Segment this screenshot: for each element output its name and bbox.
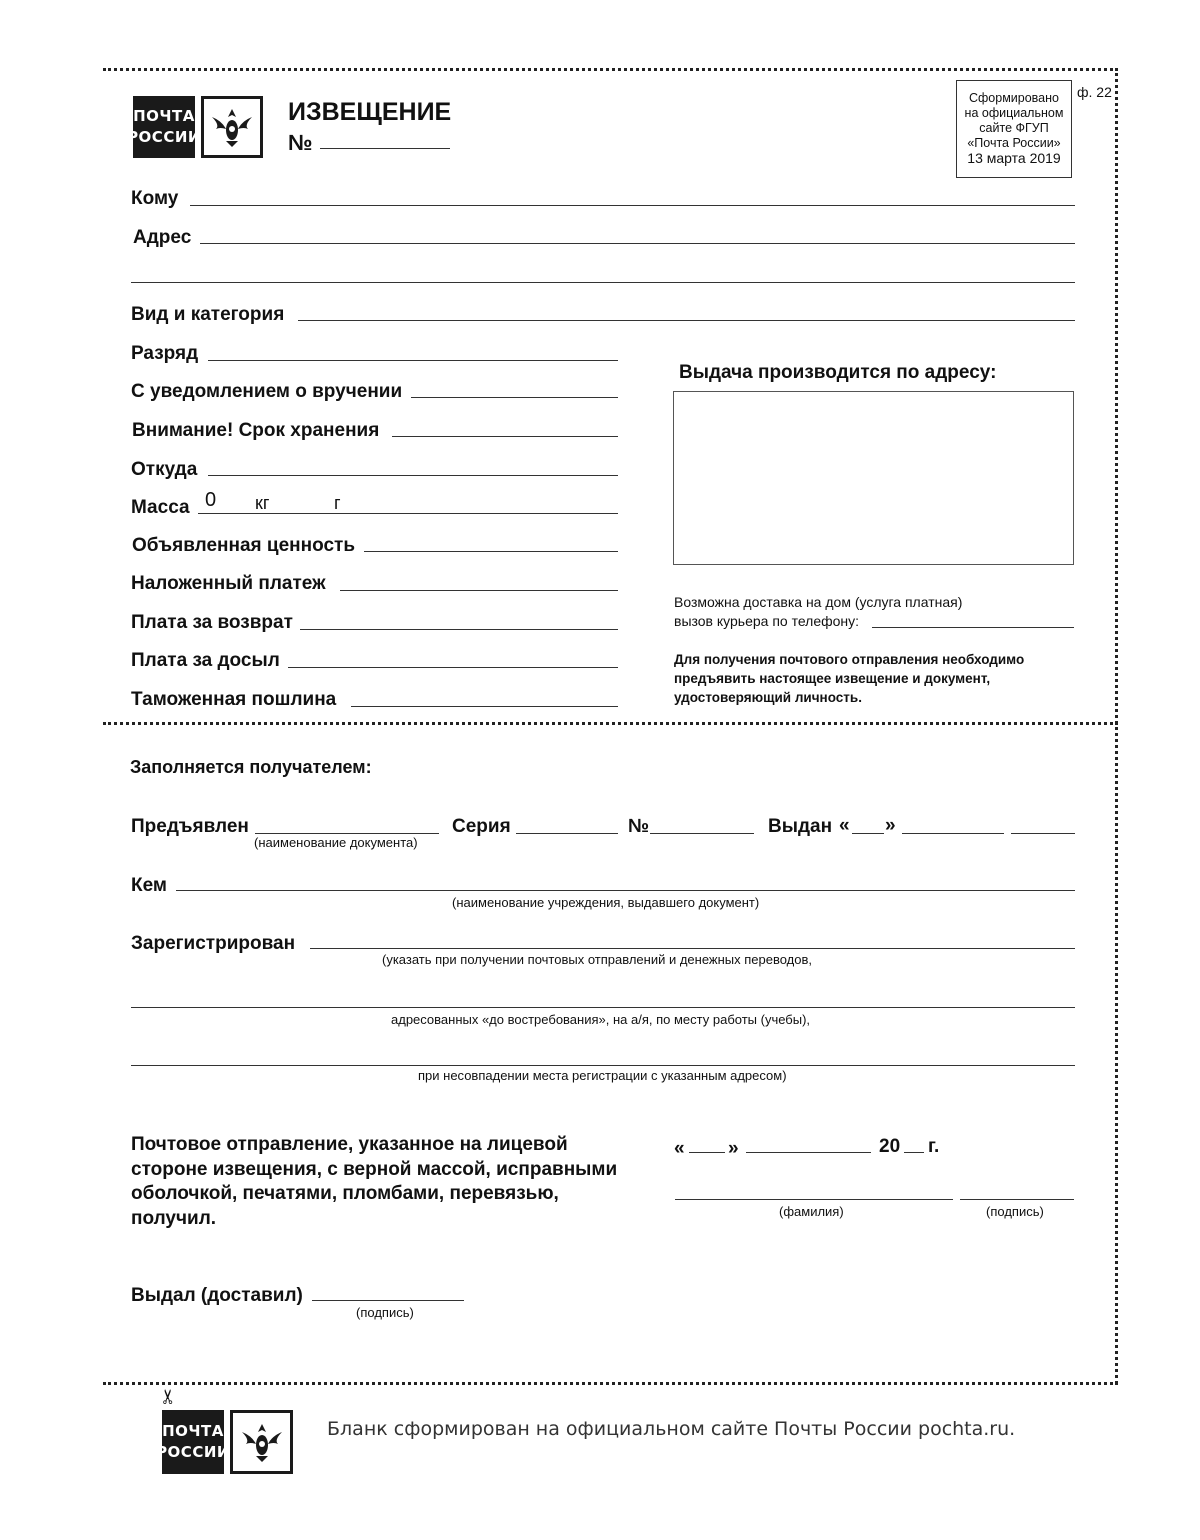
surname-field[interactable]: [675, 1199, 953, 1200]
issued-quote-close: »: [885, 815, 896, 836]
doc-number-label: №: [628, 816, 650, 837]
from-label: Откуда: [131, 459, 198, 480]
rank-label: Разряд: [131, 343, 199, 364]
institution-hint: (наименование учреждения, выдавшего документ): [452, 895, 760, 910]
kg-label: кг: [255, 493, 270, 513]
footer-pochta-logo: [156, 1410, 293, 1474]
form-code: ф. 22: [1077, 84, 1112, 100]
year-suffix: г.: [928, 1136, 940, 1157]
issued-label: Выдан: [768, 816, 833, 837]
by-whom-field[interactable]: [176, 890, 1075, 891]
footer-text: Бланк сформирован на официальном сайте Почты России pochta.ru.: [327, 1418, 1016, 1440]
signature-field[interactable]: [960, 1199, 1074, 1200]
notice-delivery-field[interactable]: [411, 397, 618, 398]
return-fee-field[interactable]: [300, 629, 618, 630]
date-year-field[interactable]: [904, 1152, 924, 1153]
footer-logo-line2: РОССИИ: [156, 1443, 230, 1461]
declared-value-field[interactable]: [364, 551, 618, 552]
stamp-line4: «Почта России»: [967, 136, 1061, 150]
eagle-emblem-icon: [201, 96, 263, 158]
presented-field[interactable]: [255, 833, 439, 834]
reg-hint-2: адресованных «до востребования», на а/я, по месту работы (учебы),: [391, 1012, 811, 1027]
recipient-section-title: Заполняется получателем:: [130, 757, 372, 777]
date-quote-open: «: [674, 1138, 685, 1159]
logo-line2: РОССИИ: [127, 128, 201, 146]
rank-field[interactable]: [208, 360, 618, 361]
registered-field-2[interactable]: [131, 1007, 1075, 1008]
right-cut-line: [1115, 68, 1118, 1384]
footer-eagle-emblem-icon: [230, 1410, 293, 1474]
scissors-icon: ✂: [157, 1388, 180, 1405]
reg-hint-1: (указать при получении почтовых отправлений и денежных переводов,: [382, 952, 813, 967]
issued-quote-open: «: [839, 815, 850, 836]
year-prefix: 20: [879, 1136, 901, 1157]
redirect-fee-label: Плата за досыл: [131, 650, 280, 671]
stamp-date: 13 марта 2019: [967, 150, 1061, 166]
declared-value-label: Объявленная ценность: [132, 535, 356, 556]
delivery-note-1: Возможна доставка на дом (услуга платная): [674, 594, 963, 610]
stamp-line2: на официальном: [964, 106, 1064, 120]
customs-field[interactable]: [351, 706, 618, 707]
warning-line3: удостоверяющий личность.: [674, 690, 862, 705]
registered-field[interactable]: [310, 948, 1075, 949]
presented-label: Предъявлен: [131, 816, 249, 837]
generated-stamp: [956, 80, 1072, 178]
stamp-line1: Сформировано: [968, 91, 1059, 105]
address-field-2[interactable]: [131, 282, 1075, 283]
to-label: Кому: [131, 188, 179, 209]
warning-line1: Для получения почтового отправления необходимо: [674, 652, 1025, 667]
warning-line2: предъявить настоящее извещение и документ,: [674, 671, 991, 686]
issued-month-field[interactable]: [902, 833, 1004, 834]
signature-hint: (подпись): [986, 1204, 1044, 1219]
issued-by-label: Выдал (доставил): [131, 1285, 303, 1306]
bottom-cut-line: [103, 1382, 1118, 1385]
footer-logo-line1: ПОЧТА: [162, 1422, 224, 1440]
storage-field[interactable]: [392, 436, 618, 437]
pochta-logo: [127, 96, 263, 158]
issued-year-field[interactable]: [1011, 833, 1075, 834]
date-quote-close: »: [728, 1138, 739, 1159]
reg-hint-3: при несовпадении места регистрации с указанным адресом): [418, 1068, 787, 1083]
date-month-field[interactable]: [746, 1152, 871, 1153]
top-cut-line: [103, 68, 1118, 71]
received-line3: оболочкой, печатями, пломбами, перевязью,: [131, 1183, 559, 1204]
address-field[interactable]: [200, 243, 1075, 244]
from-field[interactable]: [208, 475, 618, 476]
received-line1: Почтовое отправление, указанное на лицевой: [131, 1134, 568, 1155]
notice-number-field[interactable]: [320, 148, 450, 149]
return-fee-label: Плата за возврат: [131, 612, 293, 633]
stamp-line3: сайте ФГУП: [979, 121, 1049, 135]
doc-number-field[interactable]: [650, 833, 754, 834]
series-label: Серия: [452, 816, 511, 837]
received-line2: стороне извещения, с верной массой, исправными: [131, 1158, 618, 1180]
issue-address-title: Выдача производится по адресу:: [679, 362, 997, 383]
notice-title: ИЗВЕЩЕНИЕ: [288, 98, 452, 126]
notice-delivery-label: С уведомлением о вручении: [131, 381, 403, 402]
middle-cut-line: [103, 722, 1118, 725]
storage-label: Внимание! Срок хранения: [132, 420, 380, 441]
logo-line1: ПОЧТА: [133, 107, 195, 125]
notice-number-label: №: [288, 130, 313, 155]
address-label: Адрес: [133, 227, 192, 248]
issued-day-field[interactable]: [852, 833, 884, 834]
redirect-fee-field[interactable]: [288, 667, 618, 668]
received-line4: получил.: [131, 1207, 217, 1229]
g-label: г: [334, 493, 341, 513]
issued-by-signature-field[interactable]: [312, 1300, 464, 1301]
date-day-field[interactable]: [689, 1152, 725, 1153]
received-text: [131, 1133, 617, 1231]
mass-value: 0: [205, 489, 217, 511]
mass-label: Масса: [131, 497, 190, 518]
issued-by-sig-hint: (подпись): [356, 1305, 414, 1320]
cod-label: Наложенный платеж: [131, 573, 326, 594]
to-field[interactable]: [190, 205, 1075, 206]
series-field[interactable]: [516, 833, 618, 834]
type-category-field[interactable]: [298, 320, 1075, 321]
delivery-note-2: вызов курьера по телефону:: [674, 613, 860, 629]
registered-label: Зарегистрирован: [131, 933, 296, 954]
by-whom-label: Кем: [131, 875, 167, 896]
issue-address-box[interactable]: [673, 391, 1074, 565]
doc-name-hint: (наименование документа): [254, 835, 418, 850]
surname-hint: (фамилия): [779, 1204, 844, 1219]
mass-field[interactable]: [198, 513, 618, 514]
cod-field[interactable]: [340, 590, 618, 591]
courier-phone-field[interactable]: [872, 627, 1074, 628]
type-category-label: Вид и категория: [131, 304, 285, 325]
customs-label: Таможенная пошлина: [131, 689, 337, 710]
registered-field-3[interactable]: [131, 1065, 1075, 1066]
